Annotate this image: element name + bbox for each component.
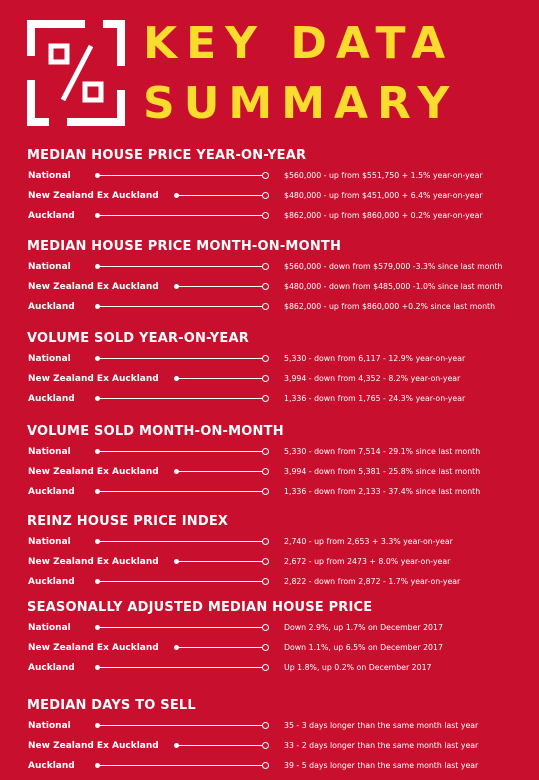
connector-line — [97, 215, 263, 216]
data-row — [0, 485, 539, 499]
connector-line — [176, 471, 263, 472]
line-end-dot — [262, 538, 269, 545]
row-value: 39 - 5 days longer than the same month last year — [284, 761, 479, 770]
line-end-dot — [262, 395, 269, 402]
row-label: National — [28, 537, 71, 547]
section-title: SEASONALLY ADJUSTED MEDIAN HOUSE PRICE — [27, 600, 373, 615]
data-row — [0, 169, 539, 183]
row-value: 3,994 - down from 4,352 - 8.2% year-on-year — [284, 374, 461, 383]
data-row — [0, 621, 539, 635]
row-label: New Zealand Ex Auckland — [28, 741, 159, 751]
row-label: New Zealand Ex Auckland — [28, 282, 159, 292]
section-title: MEDIAN HOUSE PRICE YEAR-ON-YEAR — [27, 148, 307, 163]
line-end-dot — [262, 355, 269, 362]
row-value: 33 - 2 days longer than the same month last year — [284, 741, 479, 750]
row-value: $560,000 - down from $579,000 -3.3% since last month — [284, 262, 503, 271]
percent-icon — [27, 20, 125, 126]
connector-line — [97, 765, 263, 766]
row-label: National — [28, 623, 71, 633]
line-end-dot — [262, 488, 269, 495]
row-label: National — [28, 721, 71, 731]
section-title: MEDIAN HOUSE PRICE MONTH-ON-MONTH — [27, 239, 342, 254]
connector-line — [176, 647, 263, 648]
data-row — [0, 641, 539, 655]
data-row — [0, 759, 539, 773]
summary-section — [0, 331, 539, 411]
header — [0, 0, 539, 140]
row-label: Auckland — [28, 761, 75, 771]
data-row — [0, 280, 539, 294]
connector-line — [176, 378, 263, 379]
row-label: Auckland — [28, 577, 75, 587]
connector-line — [97, 541, 263, 542]
summary-section — [0, 424, 539, 504]
data-row — [0, 661, 539, 675]
line-end-dot — [262, 468, 269, 475]
summary-section — [0, 148, 539, 228]
data-row — [0, 300, 539, 314]
line-end-dot — [262, 448, 269, 455]
section-title: MEDIAN DAYS TO SELL — [27, 698, 196, 713]
row-label: New Zealand Ex Auckland — [28, 374, 159, 384]
section-title: VOLUME SOLD YEAR-ON-YEAR — [27, 331, 249, 346]
section-title: REINZ HOUSE PRICE INDEX — [27, 514, 229, 529]
connector-line — [176, 561, 263, 562]
data-row — [0, 352, 539, 366]
row-label: Auckland — [28, 302, 75, 312]
row-label: National — [28, 262, 71, 272]
connector-line — [97, 581, 263, 582]
summary-section — [0, 600, 539, 680]
row-label: Auckland — [28, 394, 75, 404]
row-value: 1,336 - down from 2,133 - 37.4% since last month — [284, 487, 481, 496]
row-label: New Zealand Ex Auckland — [28, 557, 159, 567]
summary-section — [0, 239, 539, 319]
data-row — [0, 445, 539, 459]
row-value: $480,000 - down from $485,000 -1.0% since last month — [284, 282, 503, 291]
line-end-dot — [262, 624, 269, 631]
connector-line — [97, 306, 263, 307]
data-row — [0, 189, 539, 203]
page-title-line-1: KEY DATA — [143, 18, 455, 69]
row-value: 2,740 - up from 2,653 + 3.3% year-on-year — [284, 537, 453, 546]
connector-line — [176, 195, 263, 196]
line-end-dot — [262, 303, 269, 310]
data-row — [0, 535, 539, 549]
data-row — [0, 372, 539, 386]
line-end-dot — [262, 212, 269, 219]
line-end-dot — [262, 192, 269, 199]
row-value: 2,672 - up from 2473 + 8.0% year-on-year — [284, 557, 451, 566]
connector-line — [97, 266, 263, 267]
line-end-dot — [262, 172, 269, 179]
connector-line — [97, 451, 263, 452]
line-end-dot — [262, 742, 269, 749]
line-end-dot — [262, 644, 269, 651]
row-value: 3,994 - down from 5,381 - 25.8% since last month — [284, 467, 481, 476]
line-end-dot — [262, 722, 269, 729]
line-end-dot — [262, 375, 269, 382]
data-row — [0, 575, 539, 589]
data-row — [0, 555, 539, 569]
data-row — [0, 465, 539, 479]
connector-line — [97, 358, 263, 359]
row-label: New Zealand Ex Auckland — [28, 191, 159, 201]
line-end-dot — [262, 664, 269, 671]
connector-line — [97, 627, 263, 628]
summary-section — [0, 514, 539, 594]
connector-line — [97, 667, 263, 668]
line-end-dot — [262, 283, 269, 290]
data-row — [0, 260, 539, 274]
row-value: $560,000 - up from $551,750 + 1.5% year-on-year — [284, 171, 483, 180]
row-label: Auckland — [28, 663, 75, 673]
row-label: Auckland — [28, 487, 75, 497]
connector-line — [176, 745, 263, 746]
row-value: 5,330 - down from 7,514 - 29.1% since last month — [284, 447, 481, 456]
row-value: $862,000 - up from $860,000 +0.2% since last month — [284, 302, 496, 311]
row-value: Down 2.9%, up 1.7% on December 2017 — [284, 623, 443, 632]
row-value: 2,822 - down from 2,872 - 1.7% year-on-year — [284, 577, 461, 586]
connector-line — [176, 286, 263, 287]
row-label: New Zealand Ex Auckland — [28, 643, 159, 653]
row-value: Up 1.8%, up 0.2% on December 2017 — [284, 663, 432, 672]
line-end-dot — [262, 263, 269, 270]
data-row — [0, 209, 539, 223]
row-value: $480,000 - up from $451,000 + 6.4% year-on-year — [284, 191, 483, 200]
connector-line — [97, 725, 263, 726]
connector-line — [97, 175, 263, 176]
row-value: 1,336 - down from 1,765 - 24.3% year-on-year — [284, 394, 466, 403]
line-end-dot — [262, 558, 269, 565]
row-label: National — [28, 171, 71, 181]
row-value: Down 1.1%, up 6.5% on December 2017 — [284, 643, 443, 652]
row-value: 5,330 - down from 6,117 - 12.9% year-on-year — [284, 354, 466, 363]
data-row — [0, 739, 539, 753]
line-end-dot — [262, 762, 269, 769]
page-title-line-2: SUMMARY — [143, 78, 459, 129]
row-label: New Zealand Ex Auckland — [28, 467, 159, 477]
line-end-dot — [262, 578, 269, 585]
row-value: $862,000 - up from $860,000 + 0.2% year-on-year — [284, 211, 483, 220]
row-label: National — [28, 447, 71, 457]
connector-line — [97, 398, 263, 399]
summary-section — [0, 698, 539, 778]
row-label: National — [28, 354, 71, 364]
row-value: 35 - 3 days longer than the same month last year — [284, 721, 479, 730]
section-title: VOLUME SOLD MONTH-ON-MONTH — [27, 424, 284, 439]
connector-line — [97, 491, 263, 492]
data-row — [0, 719, 539, 733]
data-row — [0, 392, 539, 406]
row-label: Auckland — [28, 211, 75, 221]
